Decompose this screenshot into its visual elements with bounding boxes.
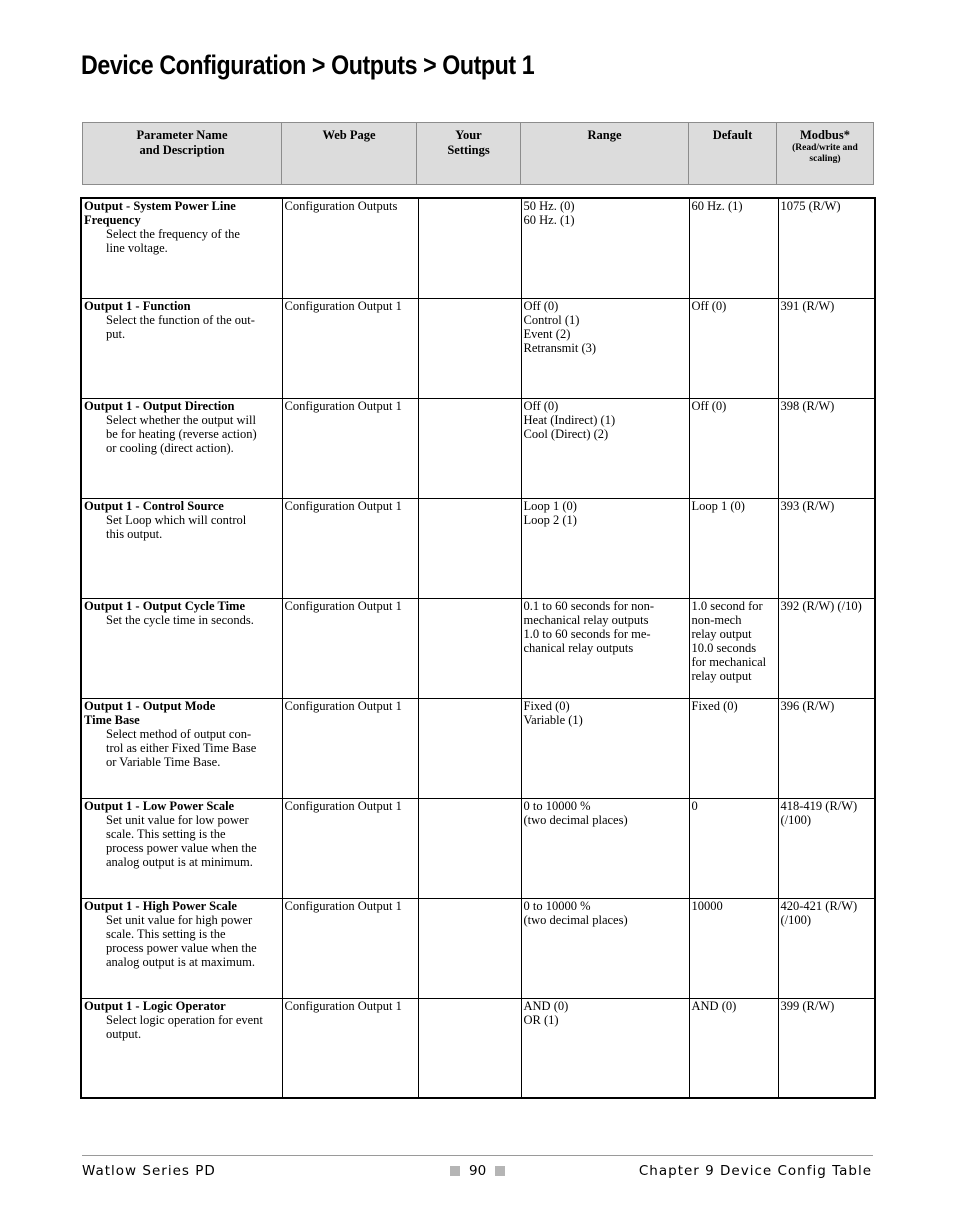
parameter-name: Frequency bbox=[84, 213, 141, 227]
parameter-description: process power value when the bbox=[106, 840, 257, 855]
header-web-page-label: Web Page bbox=[322, 128, 376, 142]
web-page-cell bbox=[282, 298, 418, 398]
parameter-cell bbox=[81, 598, 282, 698]
modbus-value: 420-421 (R/W) bbox=[780, 898, 858, 913]
table-row bbox=[81, 198, 875, 298]
parameter-description: Select logic operation for event bbox=[106, 1012, 263, 1027]
range-cell bbox=[521, 298, 689, 398]
table-row bbox=[81, 798, 875, 898]
web-page-cell bbox=[282, 898, 418, 998]
modbus-value: 396 (R/W) bbox=[780, 698, 835, 713]
web-page-cell bbox=[282, 598, 418, 698]
square-bullet-icon bbox=[450, 1166, 460, 1176]
default-cell bbox=[689, 498, 778, 598]
parameter-description: analog output is at maximum. bbox=[106, 954, 255, 969]
parameter-description: this output. bbox=[106, 526, 163, 541]
your-settings-cell bbox=[418, 698, 521, 798]
web-page-cell bbox=[282, 998, 418, 1098]
header-range-label: Range bbox=[587, 128, 622, 142]
range-value: Cool (Direct) (2) bbox=[523, 426, 609, 441]
parameter-description: output. bbox=[106, 1026, 142, 1041]
parameter-name: Output 1 - Logic Operator bbox=[84, 998, 226, 1013]
modbus-cell bbox=[778, 698, 875, 798]
range-cell bbox=[521, 898, 689, 998]
parameter-cell bbox=[81, 398, 282, 498]
range-value: chanical relay outputs bbox=[523, 640, 634, 655]
default-cell bbox=[689, 998, 778, 1098]
range-cell bbox=[521, 198, 689, 298]
footer-page-number-group bbox=[450, 1163, 505, 1179]
range-value: Control (1) bbox=[523, 312, 580, 327]
range-cell bbox=[521, 698, 689, 798]
default-value: 0 bbox=[691, 798, 698, 813]
footer-product-name: Watlow Series PD bbox=[82, 1163, 216, 1179]
range-value: AND (0) bbox=[523, 998, 569, 1013]
range-cell bbox=[521, 998, 689, 1098]
header-modbus-sub-line2: scaling) bbox=[809, 154, 841, 164]
square-bullet-icon bbox=[495, 1166, 505, 1176]
modbus-value: 398 (R/W) bbox=[780, 398, 835, 413]
parameter-description: be for heating (reverse action) bbox=[106, 426, 257, 441]
your-settings-cell bbox=[418, 298, 521, 398]
modbus-cell bbox=[778, 198, 875, 298]
your-settings-cell bbox=[418, 598, 521, 698]
range-value: Off (0) bbox=[523, 398, 559, 413]
header-parameter-line1: Parameter Name bbox=[136, 128, 228, 142]
parameter-description: Select the function of the out- bbox=[106, 312, 255, 327]
table-row bbox=[81, 398, 875, 498]
parameter-description: Select method of output con- bbox=[106, 726, 252, 741]
default-value: AND (0) bbox=[691, 998, 737, 1013]
header-default-label: Default bbox=[712, 128, 753, 142]
parameter-description: scale. This setting is the bbox=[106, 926, 226, 941]
range-value: Variable (1) bbox=[523, 712, 583, 727]
range-value: (two decimal places) bbox=[523, 912, 628, 927]
range-value: Fixed (0) bbox=[523, 698, 570, 713]
table-row bbox=[81, 498, 875, 598]
modbus-value: (/100) bbox=[780, 812, 812, 827]
parameters-table bbox=[80, 197, 876, 1099]
table-header bbox=[82, 122, 874, 185]
default-cell bbox=[689, 598, 778, 698]
range-value: 0 to 10000 % bbox=[523, 798, 591, 813]
web-page-cell bbox=[282, 798, 418, 898]
modbus-cell bbox=[778, 898, 875, 998]
parameter-name: Output 1 - Low Power Scale bbox=[84, 798, 235, 813]
web-page-cell bbox=[282, 498, 418, 598]
range-value: Heat (Indirect) (1) bbox=[523, 412, 616, 427]
range-cell bbox=[521, 498, 689, 598]
web-page-value: Configuration Output 1 bbox=[284, 998, 402, 1013]
modbus-cell bbox=[778, 998, 875, 1098]
header-range bbox=[521, 123, 689, 184]
default-cell bbox=[689, 698, 778, 798]
parameter-cell bbox=[81, 798, 282, 898]
range-value: Retransmit (3) bbox=[523, 340, 597, 355]
web-page-value: Configuration Outputs bbox=[284, 199, 398, 213]
modbus-value: 1075 (R/W) bbox=[780, 199, 841, 213]
default-value: 10000 bbox=[691, 898, 723, 913]
footer-page-number: 90 bbox=[469, 1163, 487, 1179]
table-row bbox=[81, 598, 875, 698]
range-value: 50 Hz. (0) bbox=[523, 199, 575, 213]
default-value: Off (0) bbox=[691, 398, 727, 413]
default-value: Off (0) bbox=[691, 298, 727, 313]
footer-chapter-title: Chapter 9 Device Config Table bbox=[638, 1163, 872, 1179]
parameter-description: Set unit value for low power bbox=[106, 812, 249, 827]
range-value: OR (1) bbox=[523, 1012, 559, 1027]
parameter-description: Set Loop which will control bbox=[106, 512, 247, 527]
modbus-cell bbox=[778, 798, 875, 898]
parameter-name: Time Base bbox=[84, 712, 140, 727]
parameters-table-body bbox=[81, 198, 875, 1098]
table-row bbox=[81, 998, 875, 1098]
web-page-value: Configuration Output 1 bbox=[284, 298, 402, 313]
your-settings-cell bbox=[418, 898, 521, 998]
footer-divider bbox=[82, 1155, 873, 1156]
default-cell bbox=[689, 798, 778, 898]
header-your-settings bbox=[417, 123, 521, 184]
modbus-value: 391 (R/W) bbox=[780, 298, 835, 313]
header-parameter-line2: and Description bbox=[139, 143, 225, 157]
modbus-cell bbox=[778, 398, 875, 498]
parameter-name: Output 1 - Function bbox=[84, 298, 191, 313]
table-row bbox=[81, 298, 875, 398]
header-modbus-label: Modbus* bbox=[799, 128, 851, 142]
parameter-cell bbox=[81, 498, 282, 598]
parameter-description: Select the frequency of the bbox=[106, 227, 240, 241]
modbus-value: (/100) bbox=[780, 912, 812, 927]
range-value: Event (2) bbox=[523, 326, 571, 341]
web-page-value: Configuration Output 1 bbox=[284, 598, 402, 613]
table-row bbox=[81, 898, 875, 998]
modbus-value: 418-419 (R/W) bbox=[780, 798, 858, 813]
modbus-value: 392 (R/W) (/10) bbox=[780, 598, 862, 613]
range-value: (two decimal places) bbox=[523, 812, 628, 827]
range-value: Loop 2 (1) bbox=[523, 512, 577, 527]
parameter-cell bbox=[81, 898, 282, 998]
default-value: 1.0 second for bbox=[691, 598, 763, 613]
modbus-value: 393 (R/W) bbox=[780, 498, 835, 513]
default-value: Loop 1 (0) bbox=[691, 498, 745, 513]
web-page-value: Configuration Output 1 bbox=[284, 898, 402, 913]
header-default bbox=[689, 123, 777, 184]
range-cell bbox=[521, 798, 689, 898]
parameter-description: trol as either Fixed Time Base bbox=[106, 740, 257, 755]
default-cell bbox=[689, 398, 778, 498]
web-page-value: Configuration Output 1 bbox=[284, 698, 402, 713]
range-cell bbox=[521, 598, 689, 698]
default-value: non-mech bbox=[691, 612, 742, 627]
web-page-cell bbox=[282, 198, 418, 298]
default-cell bbox=[689, 898, 778, 998]
your-settings-cell bbox=[418, 998, 521, 1098]
default-value: Fixed (0) bbox=[691, 698, 738, 713]
web-page-cell bbox=[282, 698, 418, 798]
header-settings-line1: Your bbox=[455, 128, 482, 142]
parameter-description: Set the cycle time in seconds. bbox=[106, 612, 254, 627]
parameter-description: analog output is at minimum. bbox=[106, 854, 253, 869]
default-value: relay output bbox=[691, 668, 752, 683]
parameter-name: Output 1 - Output Direction bbox=[84, 398, 235, 413]
default-value: relay output bbox=[691, 626, 752, 641]
modbus-cell bbox=[778, 298, 875, 398]
web-page-value: Configuration Output 1 bbox=[284, 398, 402, 413]
range-value: 0.1 to 60 seconds for non- bbox=[523, 598, 655, 613]
parameter-description: or cooling (direct action). bbox=[106, 440, 234, 455]
parameter-description: scale. This setting is the bbox=[106, 826, 226, 841]
parameter-name: Output 1 - Output Mode bbox=[84, 698, 216, 713]
range-value: mechanical relay outputs bbox=[523, 612, 649, 627]
web-page-value: Configuration Output 1 bbox=[284, 798, 402, 813]
modbus-cell bbox=[778, 498, 875, 598]
your-settings-cell bbox=[418, 198, 521, 298]
default-cell bbox=[689, 198, 778, 298]
web-page-cell bbox=[282, 398, 418, 498]
parameter-name: Output 1 - High Power Scale bbox=[84, 898, 237, 913]
range-value: 1.0 to 60 seconds for me- bbox=[523, 626, 651, 641]
parameter-description: Select whether the output will bbox=[106, 412, 256, 427]
parameter-description: Set unit value for high power bbox=[106, 912, 253, 927]
header-web-page bbox=[282, 123, 417, 184]
table-row bbox=[81, 698, 875, 798]
parameter-description: line voltage. bbox=[106, 241, 168, 255]
parameter-cell bbox=[81, 198, 282, 298]
parameter-cell bbox=[81, 998, 282, 1098]
parameter-description: or Variable Time Base. bbox=[106, 754, 221, 769]
default-value: for mechanical bbox=[691, 654, 767, 669]
web-page-value: Configuration Output 1 bbox=[284, 498, 402, 513]
header-modbus bbox=[777, 123, 873, 184]
range-value: 0 to 10000 % bbox=[523, 898, 591, 913]
header-parameter-name bbox=[83, 123, 282, 184]
default-cell bbox=[689, 298, 778, 398]
parameter-cell bbox=[81, 698, 282, 798]
parameter-description: put. bbox=[106, 326, 126, 341]
parameter-name: Output - System Power Line bbox=[84, 199, 236, 213]
your-settings-cell bbox=[418, 398, 521, 498]
range-cell bbox=[521, 398, 689, 498]
range-value: 60 Hz. (1) bbox=[523, 213, 575, 227]
modbus-value: 399 (R/W) bbox=[780, 998, 835, 1013]
range-value: Off (0) bbox=[523, 298, 559, 313]
parameter-description: process power value when the bbox=[106, 940, 257, 955]
parameter-name: Output 1 - Output Cycle Time bbox=[84, 598, 246, 613]
parameter-cell bbox=[81, 298, 282, 398]
page-title: Device Configuration > Outputs > Output 1 bbox=[81, 50, 535, 80]
your-settings-cell bbox=[418, 498, 521, 598]
your-settings-cell bbox=[418, 798, 521, 898]
range-value: Loop 1 (0) bbox=[523, 498, 577, 513]
header-modbus-sub-line1: (Read/write and bbox=[792, 143, 858, 153]
default-value: 10.0 seconds bbox=[691, 640, 757, 655]
header-settings-line2: Settings bbox=[447, 143, 490, 157]
parameter-name: Output 1 - Control Source bbox=[84, 498, 224, 513]
default-value: 60 Hz. (1) bbox=[691, 199, 743, 213]
modbus-cell bbox=[778, 598, 875, 698]
